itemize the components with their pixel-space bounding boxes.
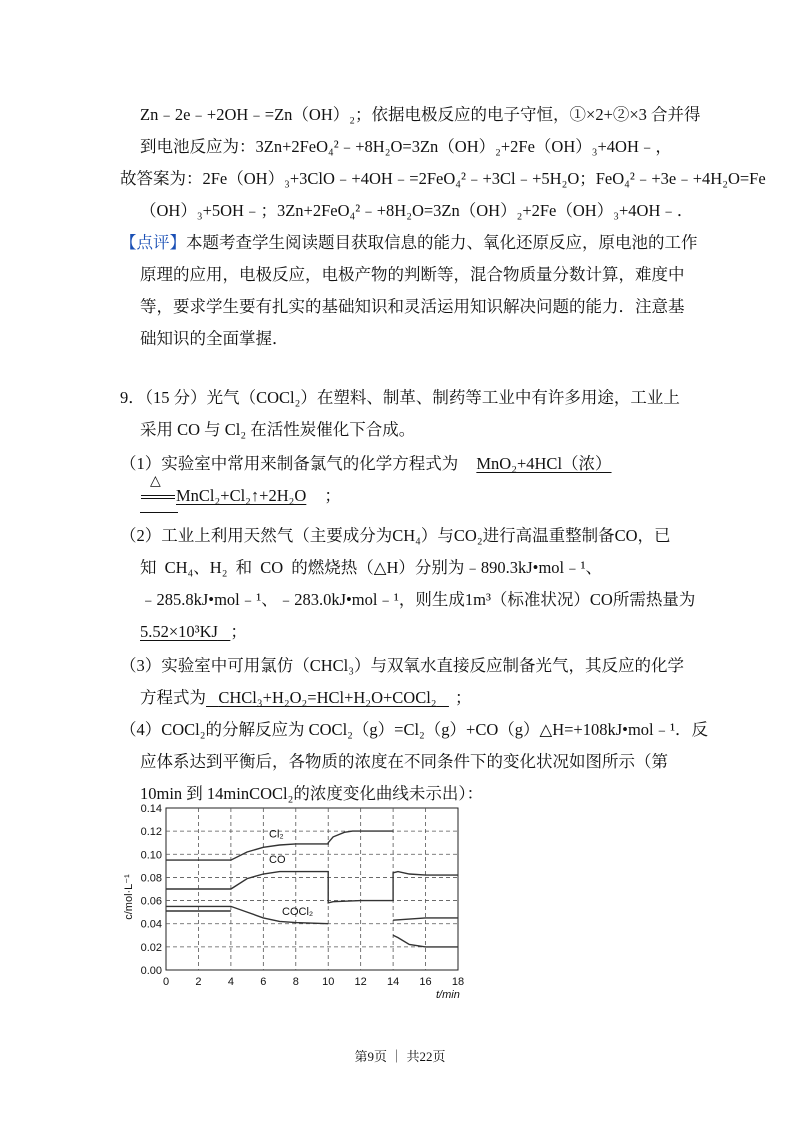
- part-2-line-4: 5.52×10³KJ ；: [140, 622, 247, 641]
- concentration-chart: [118, 798, 478, 1008]
- part-2-line-2: 知 CH₄、H₂ 和 CO 的燃烧热（△H）分别为﹣890.3kJ•mol﹣¹、: [140, 558, 603, 577]
- part-1-line-1: [120, 452, 612, 476]
- solution-line-1: Zn﹣2e﹣+2OH﹣=Zn（OH）₂；依据电极反应的电子守恒，①×2+②×3 合并得: [140, 105, 701, 124]
- y-tick-label: 0.10: [140, 849, 162, 862]
- y-tick-label: 0.02: [140, 941, 162, 954]
- x-tick-label: 18: [451, 976, 465, 988]
- underline-stub: [140, 512, 178, 513]
- solution-line-2: 到电池反应为：3Zn+2FeO₄²﹣+8H₂O=3Zn（OH）₂+2Fe（OH）₃+4OH﹣，: [140, 137, 672, 156]
- y-tick-label: 0.12: [140, 826, 162, 839]
- comment-line-3: 等，要求学生要有扎实的基础知识和灵活运用知识解决问题的能力．注意基: [140, 297, 685, 316]
- part-4-line-3: 10min 到 14minCOCl₂的浓度变化曲线未示出）：: [140, 784, 484, 803]
- x-tick-label: 4: [227, 976, 234, 988]
- y-axis-label: c/mol·L⁻¹: [123, 874, 135, 920]
- part-1-line-2: △ MnCl₂+Cl₂↑+2H₂O ；: [140, 484, 341, 508]
- y-tick-label: 0.08: [140, 872, 162, 885]
- x-tick-label: 6: [260, 976, 267, 988]
- part-2-answer: 5.52×10³KJ: [140, 622, 218, 641]
- x-tick-label: 12: [354, 976, 367, 988]
- x-tick-label: 8: [292, 976, 299, 988]
- part-2-line-1: （2）工业上利用天然气（主要成分为CH₄）与CO₂进行高温重整制备CO，已: [120, 526, 671, 545]
- page-footer: 第9页 ｜ 共22页: [354, 1049, 446, 1064]
- part-4-line-2: 应体系达到平衡后，各物质的浓度在不同条件下的变化状况如图所示（第: [140, 752, 668, 771]
- y-tick-label: 0.00: [140, 965, 162, 977]
- comment-tag: 【点评】: [120, 233, 186, 252]
- question-9-line-1: 9．（15 分）光气（COCl₂）在塑料、制革、制药等工业中有许多用途，工业上: [120, 388, 680, 407]
- x-tick-label: 14: [386, 976, 400, 988]
- y-tick-label: 0.04: [140, 918, 162, 931]
- series-label: COCl₂: [282, 906, 314, 919]
- solution-line-3: 故答案为：2Fe（OH）₃+3ClO﹣+4OH﹣=2FeO₄²﹣+3Cl﹣+5H₂O；FeO₄²﹣+3e﹣+4H₂O=Fe: [120, 169, 766, 188]
- part-3-line-2: 方程式为 CHCl₃+H₂O₂=HCl+H₂O+COCl₂ ；: [140, 688, 472, 707]
- series-label: Cl₂: [269, 828, 284, 841]
- part-4-line-1: （4）COCl₂的分解反应为 COCl₂（g）=Cl₂（g）+CO（g）△H=+108kJ•mol﹣¹．反: [120, 720, 709, 739]
- part-3-answer: CHCl₃+H₂O₂=HCl+H₂O+COCl₂: [218, 688, 437, 707]
- y-tick-label: 0.14: [140, 803, 162, 815]
- comment-line-1: [120, 231, 698, 255]
- comment-line-2: 原理的应用，电极反应，电极产物的判断等，混合物质量分数计算，难度中: [140, 265, 685, 284]
- series-label: CO: [269, 854, 286, 867]
- x-tick-label: 16: [419, 976, 432, 988]
- solution-line-4: （OH）₃+5OH﹣；3Zn+2FeO₄²﹣+8H₂O=3Zn（OH）₂+2Fe（OH）₃+4OH﹣．: [140, 201, 694, 220]
- x-axis-label: t/min: [436, 989, 460, 1001]
- x-tick-label: 2: [195, 976, 202, 988]
- part-3-line-1: （3）实验室中可用氯仿（CHCl₃）与双氧水直接反应制备光气，其反应的化学: [120, 656, 685, 675]
- comment-line-4: 础知识的全面掌握．: [140, 329, 289, 348]
- part-1-answer-2: MnCl₂+Cl₂↑+2H₂O: [176, 486, 307, 505]
- y-tick-label: 0.06: [140, 895, 162, 908]
- reaction-arrow: [140, 474, 176, 508]
- part-2-line-3: ﹣285.8kJ•mol﹣¹、﹣283.0kJ•mol﹣¹，则生成1m³（标准状况）CO所需热量为: [140, 590, 696, 609]
- x-tick-label: 10: [322, 976, 335, 988]
- question-9-line-2: 采用 CO 与 Cl₂ 在活性炭催化下合成。: [140, 420, 416, 439]
- comment-text-1: 本题考查学生阅读题目获取信息的能力、氧化还原反应，原电池的工作: [186, 233, 698, 252]
- heat-condition: △: [150, 474, 161, 489]
- x-tick-label: 0: [162, 976, 170, 988]
- part-1-answer-1: MnO₂+4HCl（浓）: [476, 454, 612, 473]
- part-1-prompt: （1）实验室中常用来制备氯气的化学方程式为: [120, 454, 459, 473]
